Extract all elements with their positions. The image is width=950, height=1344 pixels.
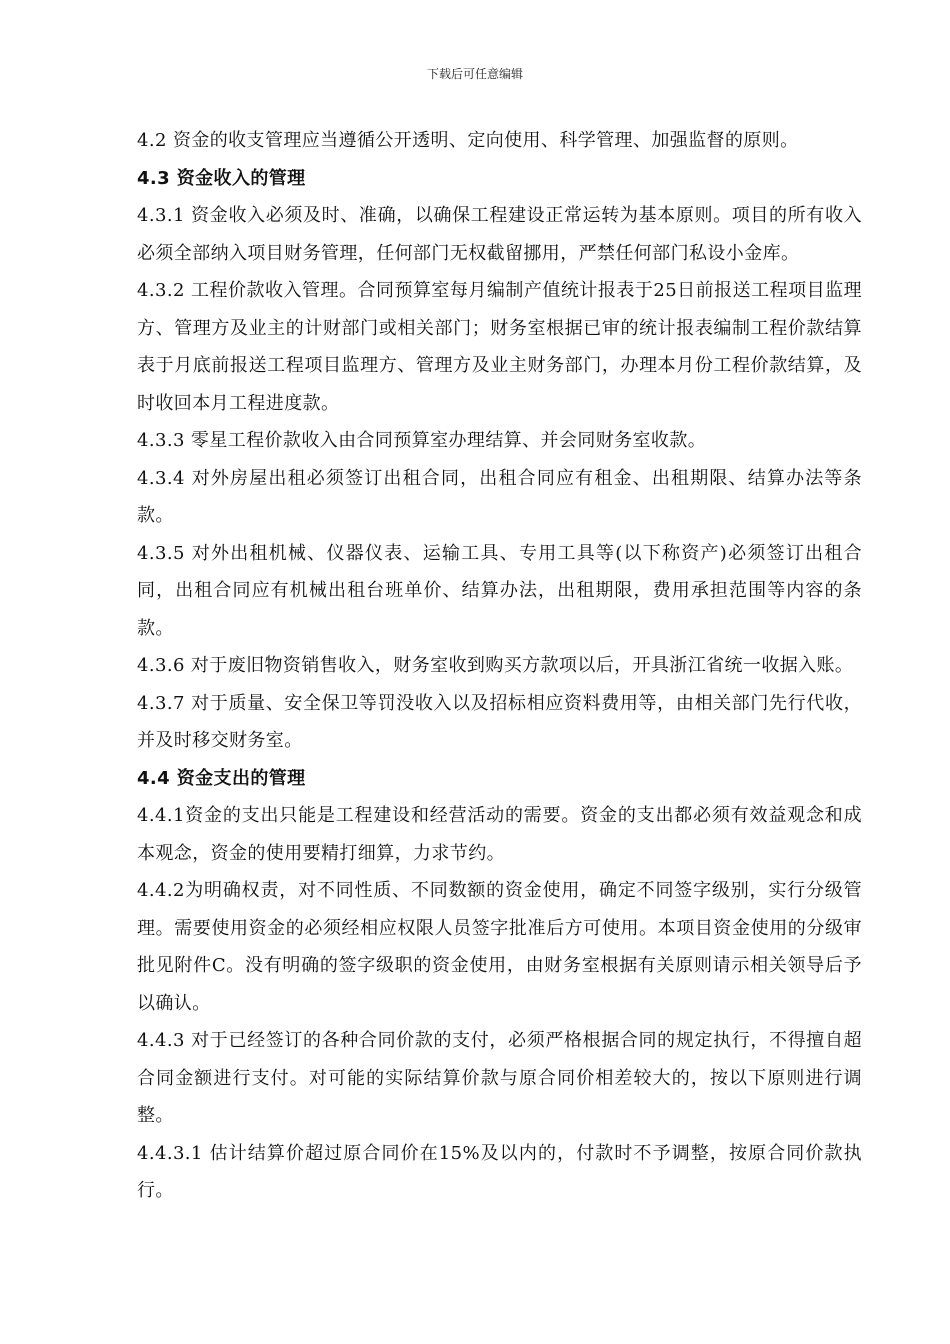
section-heading-4-4: 4.4 资金支出的管理 xyxy=(137,767,306,789)
paragraph-4-4-2: 4.4.2为明确权责，对不同性质、不同数额的资金使用，确定不同签字级别，实行分级管理。需要使用资金的必须经相应权限人员签字批准后方可使用。本项目资金使用的分级审批见附件C。没有明确的签字级职的资金使用，由财务室根据有关原则请示相关领导后予以确认。 xyxy=(137,880,862,1014)
paragraph-4-3-1: 4.3.1 资金收入必须及时、准确，以确保工程建设正常运转为基本原则。项目的所有收入必须全部纳入项目财务管理，任何部门无权截留挪用，严禁任何部门私设小金库。 xyxy=(137,205,862,264)
section-heading-4-3: 4.3 资金收入的管理 xyxy=(137,167,306,189)
paragraph-4-2: 4.2 资金的收支管理应当遵循公开透明、定向使用、科学管理、加强监督的原则。 xyxy=(137,130,799,151)
paragraph-4-4-1: 4.4.1资金的支出只能是工程建设和经营活动的需要。资金的支出都必须有效益观念和成本观念，资金的使用要精打细算，力求节约。 xyxy=(137,805,862,864)
paragraph-4-3-4: 4.3.4 对外房屋出租必须签订出租合同，出租合同应有租金、出租期限、结算办法等条款。 xyxy=(137,467,862,526)
paragraph-4-3-7: 4.3.7 对于质量、安全保卫等罚没收入以及招标相应资料费用等，由相关部门先行代收，并及时移交财务室。 xyxy=(137,692,862,751)
paragraph-4-4-3: 4.4.3 对于已经签订的各种合同价款的支付，必须严格根据合同的规定执行，不得擅自超合同金额进行支付。对可能的实际结算价款与原合同价相差较大的，按以下原则进行调整。 xyxy=(137,1030,862,1126)
page-header: 下载后可任意编辑 xyxy=(426,67,523,81)
paragraph-4-4-3-1: 4.4.3.1 估计结算价超过原合同价在15%及以内的，付款时不予调整，按原合同价款执行。 xyxy=(137,1142,862,1201)
paragraph-4-3-6: 4.3.6 对于废旧物资销售收入，财务室收到购买方款项以后，开具浙江省统一收据入账。 xyxy=(137,655,854,676)
paragraph-4-3-2: 4.3.2 工程价款收入管理。合同预算室每月编制产值统计报表于25日前报送工程项目监理方、管理方及业主的计财部门或相关部门；财务室根据已审的统计报表编制工程价款结算表于月底前报送工程项目监理方、管理方及业主财务部门，办理本月份工程价款结算，及时收回本月工程进度款。 xyxy=(137,280,862,414)
paragraph-4-3-3: 4.3.3 零星工程价款收入由合同预算室办理结算、并会同财务室收款。 xyxy=(137,430,707,451)
document-body xyxy=(137,122,862,1210)
paragraph-4-3-5: 4.3.5 对外出租机械、仪器仪表、运输工具、专用工具等(以下称资产)必须签订出租合同，出租合同应有机械出租台班单价、结算办法，出租期限，费用承担范围等内容的条款。 xyxy=(137,542,862,639)
